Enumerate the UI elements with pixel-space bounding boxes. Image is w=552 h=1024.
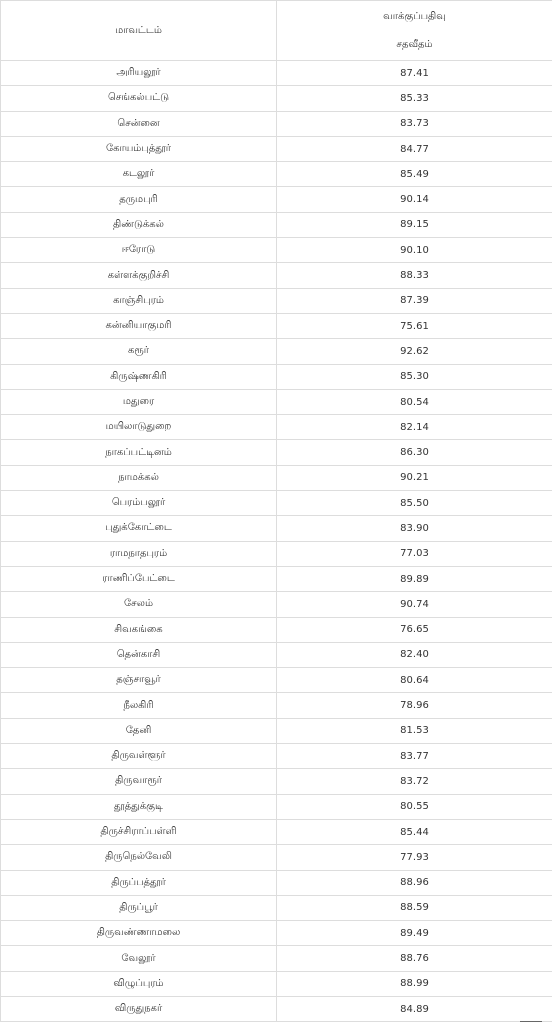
district-name-cell: மயிலாடுதுறை (1, 415, 277, 440)
district-name-cell: திண்டுக்கல் (1, 212, 277, 237)
turnout-percent-cell: 83.90 (277, 516, 552, 541)
table-row (1, 566, 552, 591)
table-header-row (1, 1, 552, 61)
table-row (1, 440, 552, 465)
district-name-cell: ராணிப்பேட்டை (1, 566, 277, 591)
table-row (1, 238, 552, 263)
table-row (1, 769, 552, 794)
table-row (1, 61, 552, 86)
turnout-percent-cell: 89.49 (277, 921, 552, 946)
district-name-cell: மதுரை (1, 389, 277, 414)
table-row (1, 162, 552, 187)
table-row (1, 491, 552, 516)
table-row (1, 642, 552, 667)
table-row (1, 288, 552, 313)
turnout-percent-cell: 75.61 (277, 313, 552, 338)
table-row (1, 263, 552, 288)
table-row (1, 693, 552, 718)
table-row (1, 921, 552, 946)
turnout-percent-cell: 90.74 (277, 592, 552, 617)
district-name-cell: கள்ளக்குறிச்சி (1, 263, 277, 288)
district-name-cell: செங்கல்பட்டு (1, 86, 277, 111)
table-row (1, 541, 552, 566)
district-name-cell: தருமபுரி (1, 187, 277, 212)
turnout-header-line-1: வாக்குப்பதிவு (383, 10, 446, 22)
table-row (1, 86, 552, 111)
turnout-percent-cell: 83.73 (277, 111, 552, 136)
district-name-cell: விழுப்புரம் (1, 971, 277, 996)
district-name-cell: தூத்துக்குடி (1, 794, 277, 819)
table-row (1, 946, 552, 971)
turnout-percent-cell: 78.96 (277, 693, 552, 718)
table-row (1, 516, 552, 541)
district-name-cell: திருப்பத்தூர் (1, 870, 277, 895)
district-name-cell: தேனி (1, 718, 277, 743)
table-body (1, 61, 552, 1022)
turnout-percent-cell: 77.03 (277, 541, 552, 566)
table-row (1, 187, 552, 212)
turnout-percent-cell: 82.40 (277, 642, 552, 667)
district-name-cell: திருப்பூர் (1, 895, 277, 920)
turnout-percent-cell: 87.39 (277, 288, 552, 313)
table-row (1, 794, 552, 819)
table-row (1, 313, 552, 338)
district-name-cell: கன்னியாகுமரி (1, 313, 277, 338)
table-row (1, 971, 552, 996)
district-name-cell: திருச்சிராப்பள்ளி (1, 819, 277, 844)
turnout-percent-cell: 77.93 (277, 845, 552, 870)
turnout-percent-cell: 90.14 (277, 187, 552, 212)
turnout-percent-cell: 86.30 (277, 440, 552, 465)
district-column-header: மாவட்டம் (1, 1, 277, 61)
table-row (1, 364, 552, 389)
district-name-cell: வேலூர் (1, 946, 277, 971)
district-name-cell: புதுக்கோட்டை (1, 516, 277, 541)
table-row (1, 415, 552, 440)
district-name-cell: தஞ்சாவூர் (1, 668, 277, 693)
turnout-percent-cell: 88.99 (277, 971, 552, 996)
table-row (1, 212, 552, 237)
corner-divider (520, 1021, 542, 1022)
turnout-percent-cell: 76.65 (277, 617, 552, 642)
table-row (1, 617, 552, 642)
district-name-cell: திருநெல்வேலி (1, 845, 277, 870)
turnout-percent-cell: 83.77 (277, 744, 552, 769)
district-name-cell: பெரம்பலூர் (1, 491, 277, 516)
district-name-cell: காஞ்சிபுரம் (1, 288, 277, 313)
turnout-percent-cell: 80.54 (277, 389, 552, 414)
turnout-percent-cell: 82.14 (277, 415, 552, 440)
turnout-percent-cell: 81.53 (277, 718, 552, 743)
district-name-cell: அரியலூர் (1, 61, 277, 86)
district-name-cell: கரூர் (1, 339, 277, 364)
district-name-cell: கோயம்புத்தூர் (1, 136, 277, 161)
turnout-percent-cell: 85.30 (277, 364, 552, 389)
turnout-percent-cell: 88.33 (277, 263, 552, 288)
table-row (1, 111, 552, 136)
district-name-cell: சென்னை (1, 111, 277, 136)
turnout-percent-cell: 80.64 (277, 668, 552, 693)
table-row (1, 339, 552, 364)
district-name-cell: நீலகிரி (1, 693, 277, 718)
turnout-percent-cell: 89.89 (277, 566, 552, 591)
table-row (1, 592, 552, 617)
district-name-cell: தென்காசி (1, 642, 277, 667)
district-name-cell: திருவண்ணாமலை (1, 921, 277, 946)
table-row (1, 389, 552, 414)
table-row (1, 895, 552, 920)
turnout-percent-cell: 87.41 (277, 61, 552, 86)
district-name-cell: ஈரோடு (1, 238, 277, 263)
table-row (1, 819, 552, 844)
turnout-percent-cell: 83.72 (277, 769, 552, 794)
district-name-cell: திருவாரூர் (1, 769, 277, 794)
table-row (1, 996, 552, 1021)
turnout-percent-cell: 90.21 (277, 465, 552, 490)
table-row (1, 668, 552, 693)
district-name-cell: திருவள்ளூர் (1, 744, 277, 769)
turnout-percent-cell: 88.96 (277, 870, 552, 895)
table-row (1, 465, 552, 490)
table-row (1, 870, 552, 895)
turnout-percent-cell: 88.59 (277, 895, 552, 920)
district-name-cell: சேலம் (1, 592, 277, 617)
turnout-percent-cell: 85.49 (277, 162, 552, 187)
turnout-header-line-2: சதவீதம் (396, 38, 433, 50)
turnout-percent-cell: 84.89 (277, 996, 552, 1021)
turnout-column-header (277, 1, 552, 61)
district-name-cell: சிவகங்கை (1, 617, 277, 642)
table-row (1, 718, 552, 743)
turnout-percent-cell: 84.77 (277, 136, 552, 161)
turnout-percent-cell: 85.50 (277, 491, 552, 516)
turnout-percent-cell: 92.62 (277, 339, 552, 364)
turnout-percent-cell: 85.33 (277, 86, 552, 111)
turnout-percent-cell: 85.44 (277, 819, 552, 844)
district-name-cell: கடலூர் (1, 162, 277, 187)
table-row (1, 845, 552, 870)
district-name-cell: ராமநாதபுரம் (1, 541, 277, 566)
table-row (1, 136, 552, 161)
district-name-cell: விருதுநகர் (1, 996, 277, 1021)
turnout-percent-cell: 80.55 (277, 794, 552, 819)
district-name-cell: நாமக்கல் (1, 465, 277, 490)
district-name-cell: கிருஷ்ணகிரி (1, 364, 277, 389)
table-row (1, 744, 552, 769)
district-name-cell: நாகப்பட்டினம் (1, 440, 277, 465)
turnout-percent-cell: 88.76 (277, 946, 552, 971)
turnout-percent-cell: 89.15 (277, 212, 552, 237)
turnout-percent-cell: 90.10 (277, 238, 552, 263)
